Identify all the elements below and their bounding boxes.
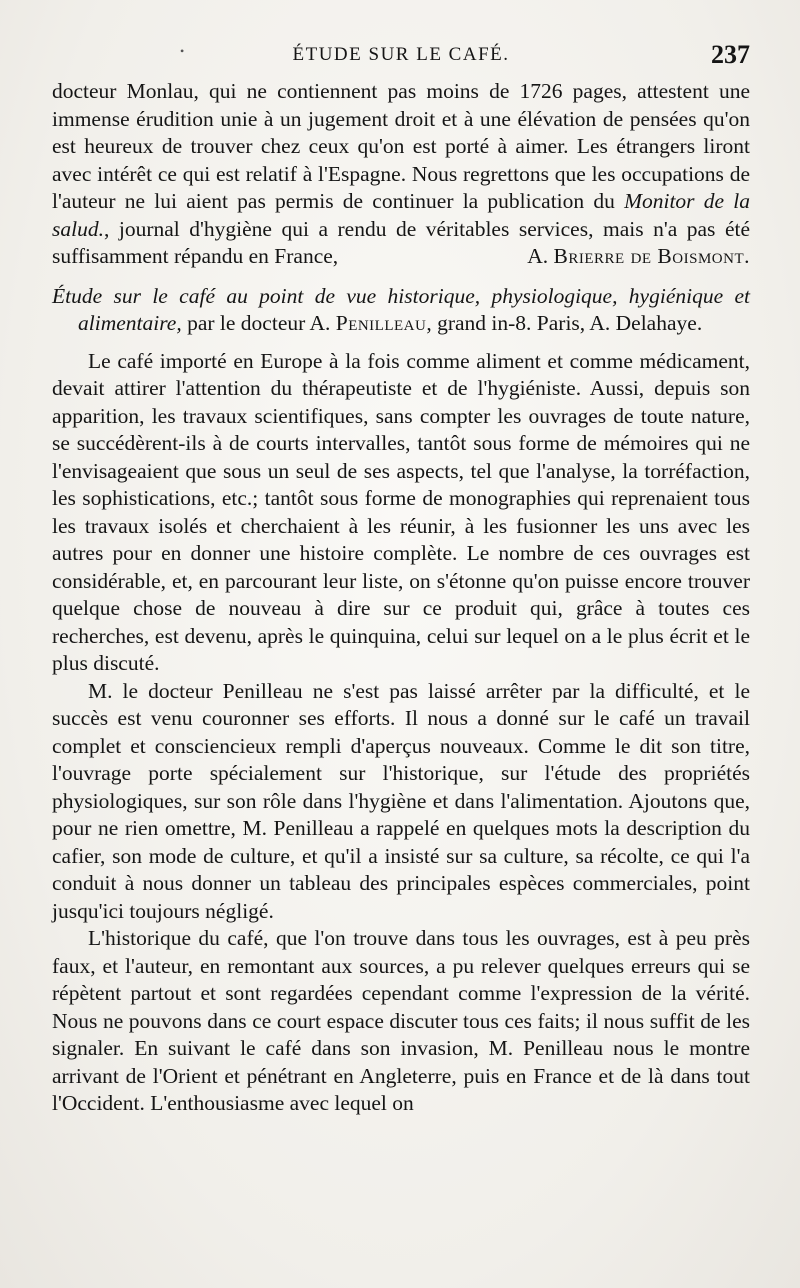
signature-initial: A. bbox=[527, 244, 549, 268]
body-paragraph-2: M. le docteur Penilleau ne s'est pas laissé arrêter par la difficulté, et le succès est venu couronner ses efforts. Il nous a donné sur le café un travail complet et consciencieux rempli d'aperçus nouveaux. Comme le dit son titre, l'ouvrage porte spécialement sur l'historique, sur l'étude des propriétés physiologiques, sur son rôle dans l'hygiène et dans l'alimentation. Ajoutons que, pour ne rien omettre, M. Penilleau a rappelé en quelques mots la description du cafier, son mode de culture, et qu'il a insisté sur sa culture, sa récolte, ce qui l'a conduit à nous donner un tableau des principales espèces commerciales, point jusqu'ici toujours négligé. bbox=[52, 678, 750, 923]
work-author: Penilleau bbox=[335, 311, 427, 335]
work-title: Étude sur le café au point de vue historique, physiologique, hygiénique et alimentaire, bbox=[52, 283, 750, 335]
bullet-mark-icon: • bbox=[180, 44, 185, 58]
work-by: par le docteur A. bbox=[181, 311, 336, 335]
review-text-continued: , journal d'hygiène qui a rendu de véritables services, mais n'a pas été suffisamment répandu en France, bbox=[52, 216, 750, 268]
review-text: docteur Monlau, qui ne contiennent pas moins de 1726 pages, attestent une immense érudition unie à un jugement droit et à une élévation de pensées qu'on est heureux de trouver chez ceux qu'on est porté à aimer. Les étrangers liront avec intérêt ce qui est relatif à l'Espagne. Nous regrettons que les occupations de l'auteur ne lui aient pas permis de continuer la publication du bbox=[52, 79, 750, 213]
monitor-title: Monitor de la salud. bbox=[52, 189, 750, 241]
signature bbox=[527, 243, 750, 271]
bibliographic-entry bbox=[52, 283, 750, 338]
page-body bbox=[52, 78, 750, 1118]
body-paragraph-3: L'historique du café, que l'on trouve dans tous les ouvrages, est à peu près faux, et l'auteur, en remontant aux sources, a pu relever quelques erreurs qui se répètent partout et sont regardées cependant comme l'expression de la vérité. Nous ne pouvons dans ce court espace discuter tous ces faits; il nous suffit de les signaler. En suivant le café dans son invasion, M. Penilleau nous le montre arrivant de l'Orient et pénétrant en Angleterre, puis en France et de là dans tout l'Occident. L'enthousiasme avec lequel on bbox=[52, 926, 750, 1115]
review-end-paragraph bbox=[52, 78, 750, 271]
body-paragraph-1: Le café importé en Europe à la fois comme aliment et comme médicament, devait attirer l'attention du thérapeutiste et de l'hygiéniste. Aussi, depuis son apparition, les travaux scientifiques, sans compter les ouvrages de toute nature, se succédèrent-ils à de courts intervalles, tantôt sous forme de mémoires qui ne l'envisageaient que sous un seul de ses aspects, tel que l'analyse, la torréfaction, les sophistications, etc.; tantôt sous forme de monographies qui reprenaient tous les travaux isolés et cherchaient à les réunir, à les fusionner les uns avec les autres pour en donner une histoire complète. Le nombre de ces ouvrages est considérable, et, en parcourant leur liste, on s'étonne qu'on puisse encore trouver quelque chose de nouveau à dire sur ce produit qui, grâce à toutes ces recherches, est devenu, après le quinquina, celui sur lequel on a le plus écrit et le plus discuté. bbox=[52, 348, 750, 675]
page-header bbox=[52, 40, 750, 74]
running-title: ÉTUDE SUR LE CAFÉ. bbox=[292, 44, 510, 65]
signature-name: Brierre de Boismont. bbox=[553, 244, 750, 268]
work-details: , grand in-8. Paris, A. Delahaye. bbox=[426, 311, 703, 335]
page-number: 237 bbox=[711, 40, 750, 69]
